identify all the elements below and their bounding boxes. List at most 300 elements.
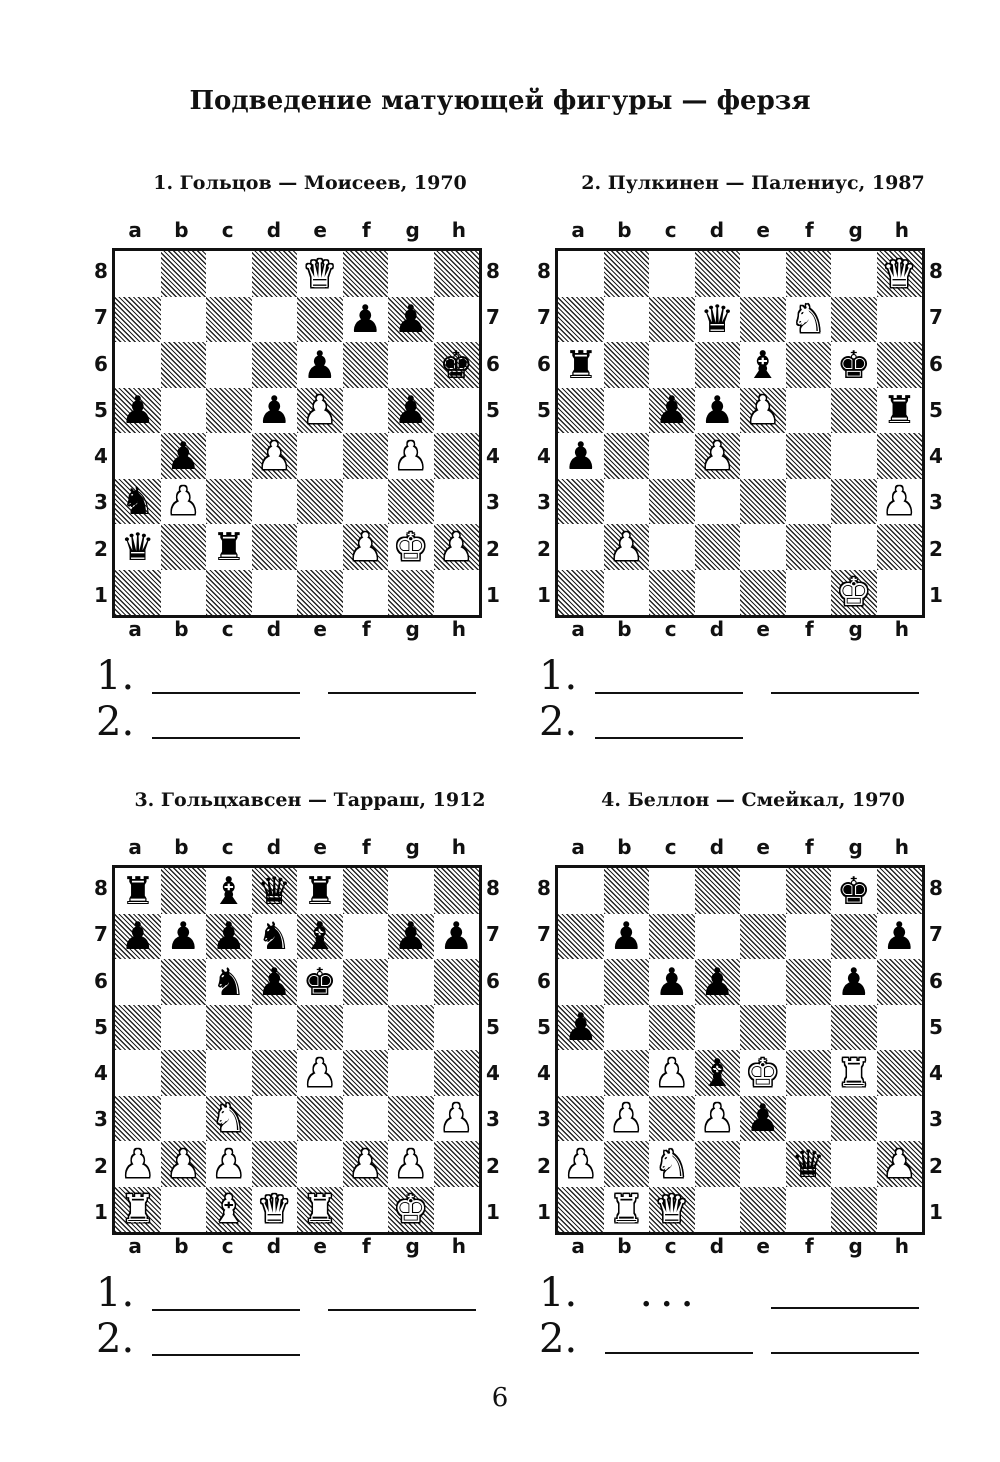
square-d4 <box>252 1050 298 1096</box>
rank-label: 3 <box>537 490 551 515</box>
file-label: g <box>405 218 420 242</box>
square-d2 <box>695 524 741 570</box>
rank-label: 6 <box>94 968 108 993</box>
square-d7 <box>252 914 298 960</box>
square-a6 <box>115 959 161 1005</box>
answer-blank[interactable] <box>605 1352 753 1354</box>
square-d8 <box>252 251 298 297</box>
file-label: e <box>756 1234 770 1258</box>
square-e8 <box>297 251 343 297</box>
answer-blank[interactable] <box>152 1309 300 1311</box>
black-bishop-icon: ♝ <box>700 1050 735 1095</box>
square-c1 <box>649 570 695 616</box>
square-d5 <box>252 388 298 434</box>
square-e8 <box>740 251 786 297</box>
square-a5 <box>558 388 604 434</box>
answer-blank[interactable] <box>595 737 743 739</box>
square-c8 <box>649 868 695 914</box>
square-f8 <box>343 251 389 297</box>
square-d2 <box>252 1141 298 1187</box>
square-d1 <box>695 1187 741 1233</box>
square-d1 <box>252 570 298 616</box>
square-a4 <box>558 433 604 479</box>
rank-label: 4 <box>929 444 943 468</box>
square-b6 <box>604 959 650 1005</box>
square-c2 <box>206 524 252 570</box>
white-rook-icon: ♜ <box>609 1187 644 1232</box>
square-b4 <box>604 433 650 479</box>
file-label: e <box>313 835 327 859</box>
white-king-icon: ♚ <box>393 524 428 569</box>
rank-label: 7 <box>94 305 108 330</box>
square-a2 <box>558 524 604 570</box>
square-h3 <box>434 1096 480 1142</box>
file-label: d <box>709 1234 725 1258</box>
move-number-1: 1. <box>539 1270 578 1316</box>
answer-blank[interactable] <box>152 1354 300 1356</box>
rank-label: 3 <box>537 1107 551 1132</box>
square-a5 <box>115 1005 161 1051</box>
file-label: f <box>362 1234 371 1258</box>
file-label: a <box>571 835 585 859</box>
square-e2 <box>740 1141 786 1187</box>
answer-blank[interactable] <box>771 692 919 694</box>
answer-blank[interactable] <box>595 692 743 694</box>
ellipsis-move: ... <box>641 1279 703 1314</box>
black-pawn-icon: ♟ <box>166 433 201 478</box>
rank-label: 4 <box>537 1061 551 1085</box>
square-f6 <box>786 959 832 1005</box>
black-pawn-icon: ♟ <box>439 914 474 959</box>
square-h2 <box>877 1141 923 1187</box>
square-e4 <box>740 433 786 479</box>
white-king-icon: ♚ <box>745 1050 780 1095</box>
square-e6 <box>740 342 786 388</box>
square-g6 <box>388 959 434 1005</box>
answer-blank[interactable] <box>152 737 300 739</box>
black-knight-icon: ♞ <box>120 479 155 524</box>
answer-blank[interactable] <box>771 1307 919 1309</box>
rank-label: 5 <box>929 397 943 422</box>
file-label: b <box>617 1234 632 1258</box>
square-f5 <box>343 1005 389 1051</box>
square-g4 <box>388 1050 434 1096</box>
square-f2 <box>786 1141 832 1187</box>
white-pawn-icon: ♟ <box>882 479 917 524</box>
black-queen-icon: ♛ <box>791 1141 826 1186</box>
square-g7 <box>388 914 434 960</box>
square-h8 <box>434 868 480 914</box>
square-h5 <box>877 1005 923 1051</box>
white-knight-icon: ♞ <box>791 297 826 342</box>
rank-label: 1 <box>94 1199 108 1224</box>
rank-label: 1 <box>537 1199 551 1224</box>
square-d4 <box>252 433 298 479</box>
move-number-2: 2. <box>96 1316 135 1362</box>
file-label: b <box>617 218 632 242</box>
square-f2 <box>786 524 832 570</box>
square-b2 <box>161 524 207 570</box>
square-a2 <box>558 1141 604 1187</box>
square-a1 <box>558 1187 604 1233</box>
square-b1 <box>604 1187 650 1233</box>
square-f4 <box>343 433 389 479</box>
square-g6 <box>388 342 434 388</box>
rank-label: 2 <box>537 536 551 561</box>
white-pawn-icon: ♟ <box>439 1096 474 1141</box>
answer-blank[interactable] <box>771 1352 919 1354</box>
file-label: a <box>128 835 142 859</box>
rank-labels-right <box>925 248 947 618</box>
black-pawn-icon: ♟ <box>302 342 337 387</box>
square-h7 <box>877 914 923 960</box>
white-pawn-icon: ♟ <box>302 388 337 433</box>
black-bishop-icon: ♝ <box>745 342 780 387</box>
square-a4 <box>115 433 161 479</box>
square-e7 <box>740 297 786 343</box>
square-d4 <box>695 433 741 479</box>
square-g8 <box>831 868 877 914</box>
file-label: b <box>174 835 189 859</box>
rank-label: 2 <box>94 536 108 561</box>
file-labels-bottom <box>555 1234 925 1258</box>
file-label: g <box>848 835 863 859</box>
square-e4 <box>297 433 343 479</box>
file-label: h <box>894 617 909 641</box>
rank-label: 8 <box>537 259 551 283</box>
square-e3 <box>740 479 786 525</box>
square-h4 <box>877 433 923 479</box>
square-g4 <box>831 433 877 479</box>
square-e5 <box>740 388 786 434</box>
file-label: h <box>451 835 466 859</box>
square-g3 <box>388 1096 434 1142</box>
square-a1 <box>115 1187 161 1233</box>
chess-diagram-2 <box>533 172 973 745</box>
square-f7 <box>343 297 389 343</box>
white-pawn-icon: ♟ <box>745 388 780 433</box>
square-b8 <box>161 868 207 914</box>
square-d8 <box>695 251 741 297</box>
square-h8 <box>434 251 480 297</box>
square-b7 <box>604 297 650 343</box>
square-e2 <box>740 524 786 570</box>
square-d7 <box>252 297 298 343</box>
square-h3 <box>434 479 480 525</box>
square-f6 <box>343 959 389 1005</box>
square-g1 <box>388 1187 434 1233</box>
white-pawn-icon: ♟ <box>563 1141 598 1186</box>
square-a7 <box>115 914 161 960</box>
black-pawn-icon: ♟ <box>393 388 428 433</box>
square-h6 <box>877 959 923 1005</box>
square-b8 <box>161 251 207 297</box>
file-label: c <box>221 218 234 242</box>
square-b3 <box>604 1096 650 1142</box>
white-queen-icon: ♛ <box>302 251 337 296</box>
square-h7 <box>434 914 480 960</box>
square-f8 <box>343 868 389 914</box>
white-pawn-icon: ♟ <box>120 1141 155 1186</box>
rank-label: 1 <box>486 1199 500 1224</box>
square-h4 <box>434 1050 480 1096</box>
file-label: f <box>805 218 814 242</box>
square-d5 <box>695 388 741 434</box>
square-g6 <box>831 959 877 1005</box>
square-a3 <box>115 1096 161 1142</box>
move-number-2: 2. <box>539 699 578 745</box>
square-b5 <box>161 1005 207 1051</box>
square-f1 <box>786 1187 832 1233</box>
file-label: a <box>571 218 585 242</box>
rank-label: 8 <box>486 259 500 283</box>
square-c6 <box>206 959 252 1005</box>
white-pawn-icon: ♟ <box>257 433 292 478</box>
square-b6 <box>161 959 207 1005</box>
square-b3 <box>161 1096 207 1142</box>
rank-label: 4 <box>486 1061 500 1085</box>
page-number: 6 <box>491 1383 509 1413</box>
square-a8 <box>115 868 161 914</box>
file-label: a <box>128 1234 142 1258</box>
black-pawn-icon: ♟ <box>836 959 871 1004</box>
square-g2 <box>831 1141 877 1187</box>
square-g5 <box>831 388 877 434</box>
answer-blank[interactable] <box>152 692 300 694</box>
rank-label: 7 <box>486 922 500 947</box>
square-c5 <box>649 1005 695 1051</box>
rank-labels-right <box>482 248 504 618</box>
square-e5 <box>740 1005 786 1051</box>
file-label: b <box>617 835 632 859</box>
square-b7 <box>161 914 207 960</box>
rank-label: 3 <box>94 490 108 515</box>
file-label: d <box>709 835 725 859</box>
square-b2 <box>604 524 650 570</box>
rank-label: 7 <box>929 922 943 947</box>
square-a7 <box>115 297 161 343</box>
square-g2 <box>831 524 877 570</box>
square-d5 <box>252 1005 298 1051</box>
white-king-icon: ♚ <box>393 1187 428 1232</box>
square-f5 <box>786 388 832 434</box>
square-g5 <box>388 388 434 434</box>
square-b3 <box>604 479 650 525</box>
black-pawn-icon: ♟ <box>563 433 598 478</box>
square-g2 <box>388 524 434 570</box>
square-c7 <box>649 914 695 960</box>
square-h1 <box>877 1187 923 1233</box>
square-d3 <box>695 479 741 525</box>
black-rook-icon: ♜ <box>302 868 337 913</box>
rank-labels-left <box>533 248 555 618</box>
square-h7 <box>434 297 480 343</box>
black-knight-icon: ♞ <box>211 959 246 1004</box>
square-a8 <box>115 251 161 297</box>
file-label: h <box>451 1234 466 1258</box>
square-e5 <box>297 388 343 434</box>
file-label: e <box>756 218 770 242</box>
diagram-title: 4. Беллон — Смейкал, 1970 <box>601 789 905 811</box>
square-f4 <box>786 433 832 479</box>
white-pawn-icon: ♟ <box>882 1141 917 1186</box>
square-e1 <box>740 570 786 616</box>
file-label: c <box>664 617 677 641</box>
rank-label: 1 <box>929 1199 943 1224</box>
white-rook-icon: ♜ <box>302 1187 337 1232</box>
square-h4 <box>877 1050 923 1096</box>
white-pawn-icon: ♟ <box>609 1096 644 1141</box>
square-c7 <box>649 297 695 343</box>
square-a4 <box>558 1050 604 1096</box>
file-label: e <box>313 1234 327 1258</box>
square-e6 <box>297 342 343 388</box>
white-pawn-icon: ♟ <box>700 1096 735 1141</box>
square-b5 <box>604 388 650 434</box>
square-h1 <box>434 570 480 616</box>
rank-label: 2 <box>94 1153 108 1178</box>
square-e8 <box>740 868 786 914</box>
square-e2 <box>297 524 343 570</box>
rank-labels-right <box>482 865 504 1235</box>
file-label: d <box>709 617 725 641</box>
square-b6 <box>604 342 650 388</box>
square-f5 <box>786 1005 832 1051</box>
rank-label: 1 <box>486 582 500 607</box>
square-e4 <box>740 1050 786 1096</box>
rank-label: 5 <box>94 397 108 422</box>
square-f6 <box>343 342 389 388</box>
square-h5 <box>877 388 923 434</box>
black-rook-icon: ♜ <box>211 524 246 569</box>
move-number-1: 1. <box>96 653 135 699</box>
square-a7 <box>558 297 604 343</box>
rank-label: 2 <box>486 536 500 561</box>
file-label: a <box>571 617 585 641</box>
white-queen-icon: ♛ <box>257 1187 292 1232</box>
white-bishop-icon: ♝ <box>211 1187 246 1232</box>
rank-label: 2 <box>929 536 943 561</box>
white-pawn-icon: ♟ <box>348 524 383 569</box>
rank-label: 2 <box>929 1153 943 1178</box>
file-label: b <box>174 218 189 242</box>
chess-board <box>112 865 482 1235</box>
square-c5 <box>206 1005 252 1051</box>
square-a6 <box>115 342 161 388</box>
file-labels-top <box>555 835 925 859</box>
file-label: f <box>362 218 371 242</box>
file-label: d <box>709 218 725 242</box>
square-c7 <box>206 914 252 960</box>
square-c2 <box>206 1141 252 1187</box>
square-c1 <box>206 570 252 616</box>
square-f8 <box>786 868 832 914</box>
square-g7 <box>831 297 877 343</box>
square-d6 <box>695 959 741 1005</box>
rank-label: 8 <box>929 876 943 900</box>
black-pawn-icon: ♟ <box>700 959 735 1004</box>
file-label: c <box>221 617 234 641</box>
white-knight-icon: ♞ <box>654 1141 689 1186</box>
rank-label: 2 <box>486 1153 500 1178</box>
square-f7 <box>786 914 832 960</box>
square-a8 <box>558 251 604 297</box>
square-f7 <box>343 914 389 960</box>
rank-label: 6 <box>929 968 943 993</box>
square-c4 <box>649 1050 695 1096</box>
black-rook-icon: ♜ <box>882 388 917 433</box>
answer-blank[interactable] <box>328 1309 476 1311</box>
file-label: e <box>313 218 327 242</box>
file-label: g <box>848 218 863 242</box>
rank-label: 3 <box>929 490 943 515</box>
rank-label: 6 <box>486 968 500 993</box>
rank-labels-right <box>925 865 947 1235</box>
chess-diagram-3 <box>90 789 530 1362</box>
square-b8 <box>604 251 650 297</box>
rank-label: 5 <box>929 1014 943 1039</box>
rank-label: 1 <box>94 582 108 607</box>
square-e2 <box>297 1141 343 1187</box>
file-label: d <box>266 218 282 242</box>
square-h6 <box>434 342 480 388</box>
file-label: g <box>405 835 420 859</box>
square-a8 <box>558 868 604 914</box>
white-queen-icon: ♛ <box>882 251 917 296</box>
square-d7 <box>695 914 741 960</box>
black-pawn-icon: ♟ <box>654 959 689 1004</box>
square-e1 <box>740 1187 786 1233</box>
rank-labels-left <box>90 248 112 618</box>
file-label: h <box>894 218 909 242</box>
rank-label: 3 <box>94 1107 108 1132</box>
rank-label: 4 <box>94 444 108 468</box>
rank-label: 6 <box>537 351 551 376</box>
square-f7 <box>786 297 832 343</box>
rank-label: 5 <box>94 1014 108 1039</box>
square-b7 <box>161 297 207 343</box>
square-d2 <box>695 1141 741 1187</box>
rank-label: 6 <box>486 351 500 376</box>
square-f1 <box>343 1187 389 1233</box>
file-label: f <box>805 617 814 641</box>
square-h1 <box>877 570 923 616</box>
square-h8 <box>877 868 923 914</box>
file-label: g <box>848 617 863 641</box>
answer-blank[interactable] <box>328 692 476 694</box>
rank-label: 4 <box>929 1061 943 1085</box>
file-labels-top <box>112 218 482 242</box>
white-rook-icon: ♜ <box>836 1050 871 1095</box>
square-h6 <box>434 959 480 1005</box>
square-b4 <box>161 1050 207 1096</box>
file-label: d <box>266 835 282 859</box>
white-pawn-icon: ♟ <box>166 479 201 524</box>
file-label: c <box>221 835 234 859</box>
square-f1 <box>786 570 832 616</box>
file-label: h <box>451 218 466 242</box>
square-d1 <box>252 1187 298 1233</box>
white-pawn-icon: ♟ <box>211 1141 246 1186</box>
square-c3 <box>206 1096 252 1142</box>
move-number-2: 2. <box>539 1316 578 1362</box>
chess-board <box>555 248 925 618</box>
square-c6 <box>649 959 695 1005</box>
square-a4 <box>115 1050 161 1096</box>
square-a2 <box>115 524 161 570</box>
black-pawn-icon: ♟ <box>211 914 246 959</box>
square-g2 <box>388 1141 434 1187</box>
